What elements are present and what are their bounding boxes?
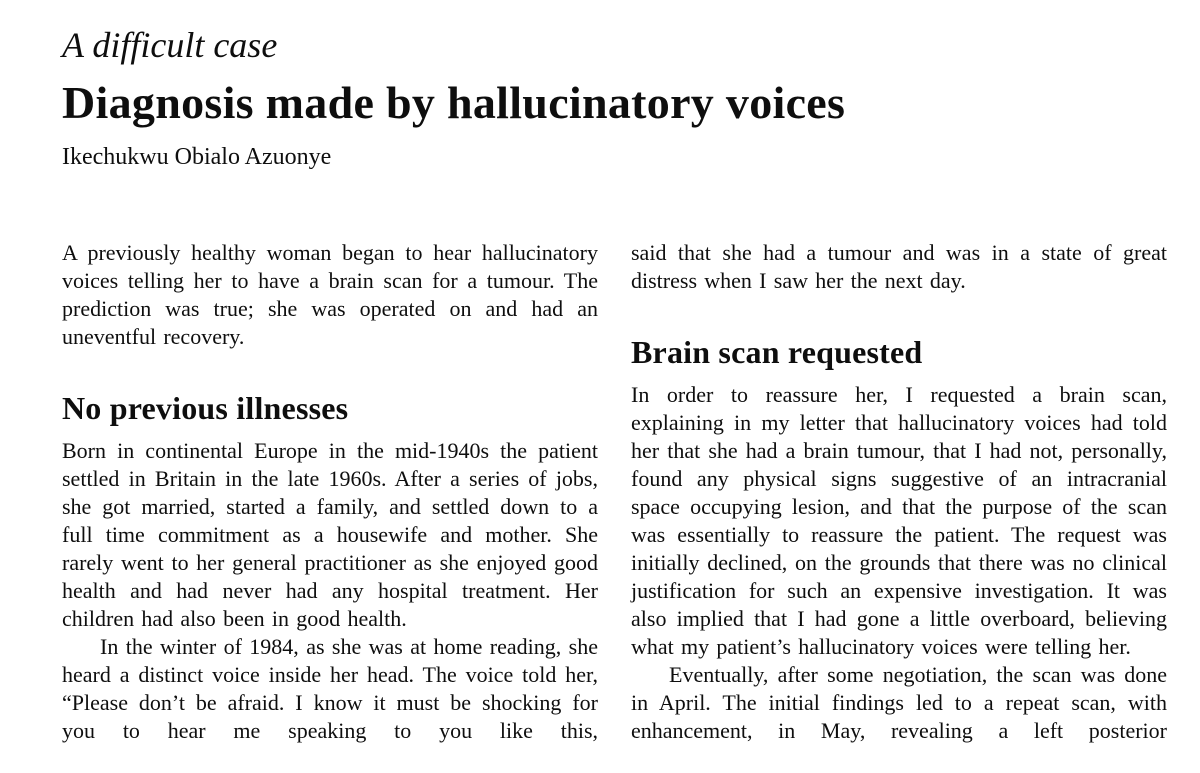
intro-summary-paragraph: A previously healthy woman began to hear hallucinatory voices telling her to have a brain scan for a tumour. The prediction was true; she was operated on and had an uneventful recovery.	[62, 240, 598, 349]
section-heading-brain-scan-requested: Brain scan requested	[631, 334, 923, 370]
article-body	[62, 239, 1168, 745]
body-paragraph: In the winter of 1984, as she was at home reading, she heard a distinct voice inside her head. The voice told her, “Please don’t be afraid. I know it must be shocking for you to hear me speaking to you like this,	[62, 634, 598, 743]
page-title: Diagnosis made by hallucinatory voices	[62, 77, 846, 128]
article-header	[62, 25, 1168, 171]
series-kicker: A difficult case	[62, 25, 278, 65]
author-byline: Ikechukwu Obialo Azuonye	[62, 144, 332, 170]
left-column	[62, 239, 598, 745]
body-paragraph-continuation: said that she had a tumour and was in a state of great distress when I saw her the next day.	[631, 240, 1167, 293]
body-paragraph: Born in continental Europe in the mid-1940s the patient settled in Britain in the late 1960s. After a series of jobs, she got married, started a family, and settled down to a full time commitment as a housewife and mother. She rarely went to her general practitioner as she enjoyed good health and had never had any hospital treatment. Her children had also been in good health.	[62, 438, 598, 631]
section-heading-no-previous-illnesses: No previous illnesses	[62, 390, 349, 426]
right-column	[631, 239, 1167, 745]
body-paragraph: Eventually, after some negotiation, the scan was done in April. The initial findings led to a repeat scan, with enhancement, in May, revealing a left posterior	[631, 662, 1167, 743]
body-paragraph: In order to reassure her, I requested a brain scan, explaining in my letter that hallucinatory voices had told her that she had a brain tumour, that I had not, personally, found any physical signs suggestive of an intracranial space occupying lesion, and that the purpose of the scan was essentially to reassure the patient. The request was initially declined, on the grounds that there was no clinical justification for such an expensive investigation. It was also implied that I had gone a little overboard, believing what my patient’s hallucinatory voices were telling her.	[631, 382, 1167, 659]
